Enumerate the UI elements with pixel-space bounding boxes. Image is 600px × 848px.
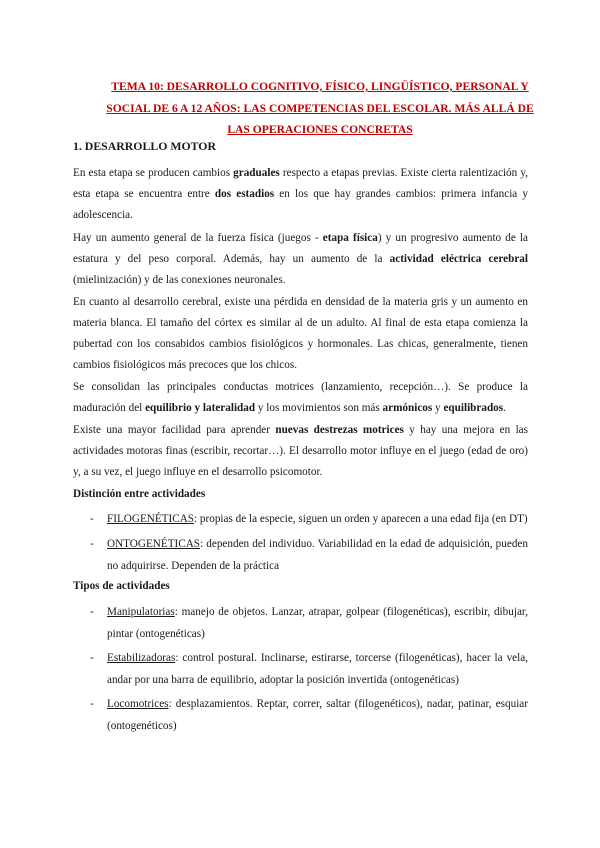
item-term: Locomotrices [107,698,169,710]
item-term: ONTOGENÉTICAS [107,538,201,550]
item-description: : control postural. Inclinarse, estirarse, torcerse (filogenéticas), hacer la vela, andar por una barra de equilibrio, adoptar la posición invertida (ontogenéticas) [107,652,528,686]
p1-bold-dos-estadios: dos estadios [214,188,275,200]
p4-bold-armonicos: armónicos [382,402,433,414]
list-dash: - [90,652,94,664]
p2-text-c: ) y un progresivo aumento de la estatura y del peso corporal. Además, hay un aumento de la [73,232,528,265]
item-description: : dependen del individuo. Variabilidad en la edad de adquisición, pueden no adquirirse. Dependen de la práctica [107,538,528,572]
title-line-2: SOCIAL DE 6 A 12 AÑOS: LAS COMPETENCIAS DEL ESCOLAR. MÁS ALLÁ DE [106,101,534,115]
p1-text-c: respecto a etapas previas. Existe cierta ralentización y, esta etapa se encuentra entre [73,167,528,200]
section-heading: 1. DESARROLLO MOTOR [73,139,217,153]
item-description: : propias de la especie, siguen un orden y aparecen a una edad fija (en DT) [194,513,528,525]
p4-bold-equilibrio: equilibrio y lateralidad [145,402,256,414]
distincion-item-ontogeneticas [90,533,528,577]
paragraph-3: En cuanto al desarrollo cerebral, existe una pérdida en densidad de la materia gris y un aumento en materia blanca. El tamaño del córtex es similar al de un adulto. Al final de esta etapa comienza la pubertad con los consabidos cambios fisiológicos y hormonales. Las chicas, generalmente, tienen cambios fisiológicos más precoces que los chicos. [73,296,528,371]
p4-text-c: y los movimientos son más [255,402,383,414]
document-title [90,76,550,141]
item-term: Estabilizadoras [107,652,176,664]
tipos-item-locomotrices [90,693,528,737]
tipos-heading: Tipos de actividades [73,580,170,592]
paragraph-5 [73,420,528,483]
list-dash: - [90,698,94,710]
p2-bold-etapa-fisica: etapa física [322,232,378,244]
item-term: FILOGENÉTICAS [107,513,195,525]
p2-text-a: Hay un aumento general de la fuerza física (juegos - [73,232,323,244]
list-dash: - [90,606,94,618]
p4-text-g: . [503,402,506,414]
p2-bold-actividad-electrica: actividad eléctrica cerebral [389,253,528,265]
title-line-3: LAS OPERACIONES CONCRETAS [227,123,413,136]
p4-text-e: y [432,402,444,414]
distincion-heading: Distinción entre actividades [73,488,206,500]
tipos-item-estabilizadoras [90,647,528,691]
item-description: : manejo de objetos. Lanzar, atrapar, golpear (filogenéticas), escribir, dibujar, pintar (ontogenéticas) [107,606,528,640]
item-description: : desplazamientos. Reptar, correr, saltar (filogenéticos), nadar, patinar, esquiar (ontogenéticos) [107,698,528,732]
p4-text-a: Se consolidan las principales conductas motrices (lanzamiento, recepción…). Se produce la maduración del [73,381,528,414]
p5-text-a: Existe una mayor facilidad para aprender [73,424,276,436]
p5-text-c: y hay una mejora en las actividades motoras finas (escribir, recortar…). El desarrollo motor influye en el juego (edad de oro) y, a su vez, el juego influye en el desarrollo psicomotor. [73,424,528,478]
paragraph-2 [73,228,528,291]
item-term: Manipulatorias [107,606,175,618]
p1-bold-graduales: graduales [233,167,280,179]
p4-bold-equilibrados: equilibrados [443,402,504,414]
title-line-1: TEMA 10: DESARROLLO COGNITIVO, FÍSICO, LINGÜÍSTICO, PERSONAL Y [111,80,529,93]
distincion-item-filogeneticas [90,508,528,530]
p1-text-a: En esta etapa se producen cambios [73,167,234,179]
p1-text-e: en los que hay grandes cambios: primera infancia y adolescencia. [73,188,529,221]
p5-bold-destrezas: nuevas destrezas motrices [275,424,404,436]
paragraph-4 [73,377,528,419]
paragraph-1 [73,163,528,226]
list-dash: - [90,538,94,550]
list-dash: - [90,513,94,525]
p2-text-e: (mielinización) y de las conexiones neuronales. [73,274,286,286]
tipos-item-manipulatorias [90,601,528,645]
